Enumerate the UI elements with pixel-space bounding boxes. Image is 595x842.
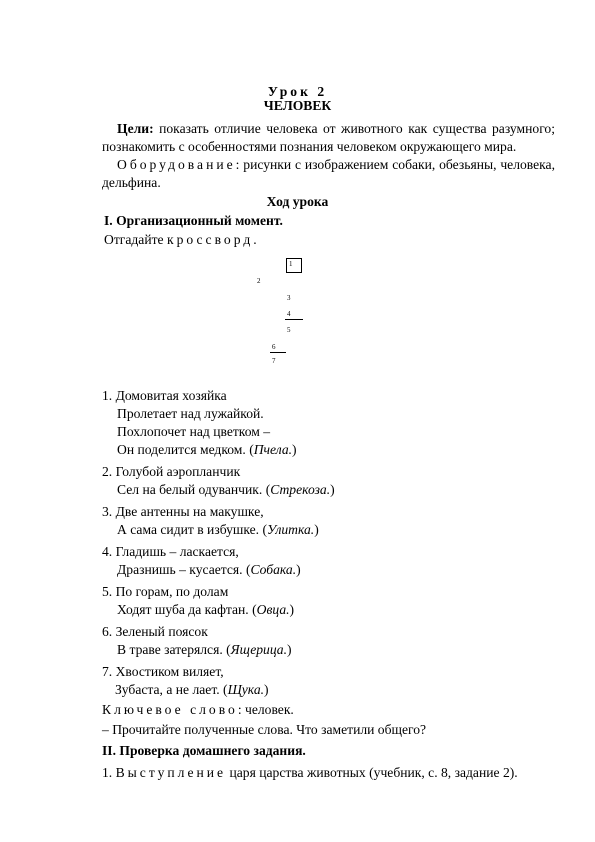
section-1-intro: [104, 231, 257, 249]
riddle-6-text: В траве затерялся. (: [117, 642, 231, 657]
riddle-7-close: ): [264, 682, 269, 697]
crossword-number-5: 5: [287, 326, 291, 334]
riddle-6-close: ): [286, 642, 292, 657]
riddle-4-close: ): [296, 562, 301, 577]
goals-label: Цели:: [117, 121, 154, 136]
riddle-2-line-2: [117, 481, 335, 499]
keyword-line: [102, 701, 294, 719]
riddle-1-line-3: Похлопочет над цветком –: [117, 424, 271, 439]
crossword-number-7: 7: [272, 357, 276, 365]
crossword-number-2: 2: [257, 277, 261, 285]
equipment-line-2: дельфина.: [102, 175, 161, 190]
riddle-2-line-1: 2. Голубой аэропланчик: [102, 464, 241, 479]
goals-line-2: познакомить с особенностями познания человеком окружающего мира.: [102, 139, 517, 154]
riddle-2-text: Сел на белый одуванчик. (: [117, 482, 271, 497]
riddle-3-line-2: [117, 521, 319, 539]
riddle-7-line-1: 7. Хвостиком виляет,: [102, 664, 224, 679]
riddle-6-answer: Ящерица.: [230, 642, 287, 657]
riddle-4-line-2: [117, 561, 301, 579]
equipment-label: Оборудование: [117, 157, 236, 172]
crossword-number-4: 4: [287, 310, 291, 318]
goals-line-1: [117, 120, 555, 138]
riddle-5-answer: Овца.: [256, 602, 290, 617]
goals-text-1: показать отличие человека от животного как существа разумного;: [159, 121, 556, 136]
riddle-1-close: ): [292, 442, 297, 457]
item-1-number: 1.: [102, 765, 116, 780]
riddle-1-line-2: Пролетает над лужайкой.: [117, 406, 264, 421]
keyword-label: Ключевое слово: [102, 702, 238, 717]
section-2-heading: II. Проверка домашнего задания.: [102, 743, 306, 758]
crossword-line-4: [285, 319, 303, 320]
question-line: – Прочитайте полученные слова. Что заметили общего?: [102, 722, 427, 737]
riddle-6-line-2: [117, 641, 292, 659]
section-1-heading: I. Организационный момент.: [104, 213, 283, 228]
riddle-5-text: Ходят шуба да кафтан. (: [117, 602, 257, 617]
riddle-3-line-1: 3. Две антенны на макушке,: [102, 504, 264, 519]
item-1-text: царя царства животных (учебник, с. 8, задание 2).: [226, 765, 518, 780]
riddle-5-line-2: [117, 601, 294, 619]
keyword-value: : человек.: [237, 702, 294, 717]
intro-post: .: [253, 232, 257, 247]
crossword-number-1: 1: [289, 260, 293, 268]
riddle-1-line-4: [117, 441, 297, 459]
riddle-7-text: Зубаста, а не лает. (: [115, 682, 228, 697]
riddle-4-answer: Собака.: [250, 562, 297, 577]
crossword-number-3: 3: [287, 294, 291, 302]
crossword-number-6: 6: [272, 343, 276, 351]
equipment-line-1: [117, 156, 555, 174]
item-1-spaced: Выступление: [115, 765, 227, 780]
riddle-2-close: ): [330, 482, 335, 497]
riddle-3-answer: Улитка.: [266, 522, 315, 537]
riddle-3-text: А сама сидит в избушке. (: [117, 522, 267, 537]
course-heading: Ход урока: [266, 194, 329, 209]
riddle-1-answer: Пчела.: [253, 442, 293, 457]
page-title: ЧЕЛОВЕК: [263, 98, 332, 113]
riddle-3-close: ): [314, 522, 319, 537]
crossword-line-6: [270, 352, 286, 353]
equipment-text-1: : рисунки с изображением собаки, обезьяны, человека,: [235, 157, 555, 172]
riddle-4-line-1: 4. Гладишь – ласкается,: [102, 544, 239, 559]
riddle-7-answer: Щука.: [227, 682, 265, 697]
riddle-2-answer: Стрекоза.: [270, 482, 331, 497]
riddle-5-close: ): [289, 602, 295, 617]
riddle-7-line-2: [115, 681, 269, 699]
intro-spaced: кроссворд: [166, 232, 254, 247]
lesson-number-text: Урок 2: [267, 84, 328, 99]
intro-pre: Отгадайте: [104, 232, 167, 247]
riddle-6-line-1: 6. Зеленый поясок: [102, 624, 208, 639]
riddle-1-line-1: 1. Домовитая хозяйка: [102, 388, 227, 403]
riddle-4-text: Дразнишь – кусается. (: [117, 562, 251, 577]
riddle-1-text: Он поделится медком. (: [117, 442, 254, 457]
section-2-item-1: [102, 764, 518, 782]
riddle-5-line-1: 5. По горам, по долам: [102, 584, 229, 599]
